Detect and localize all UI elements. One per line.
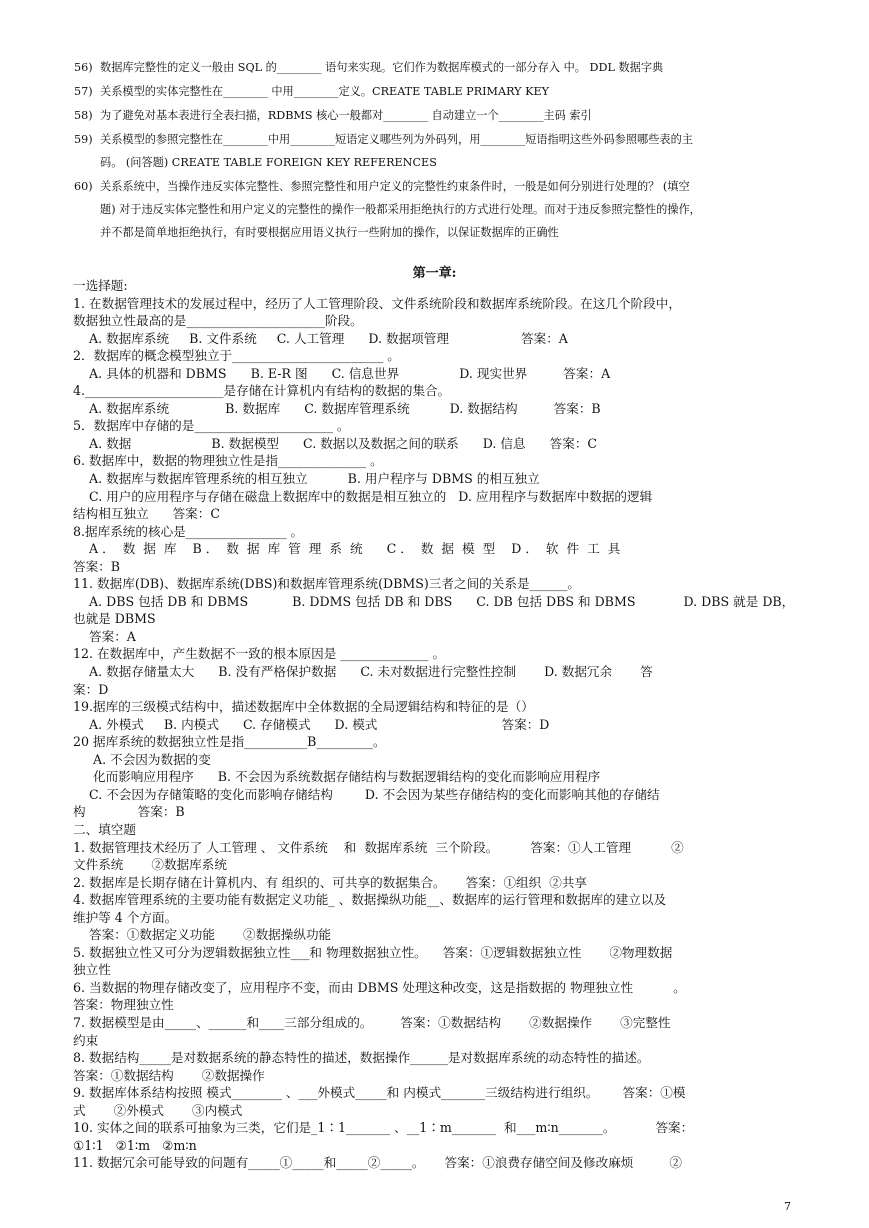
- body-line: 文件系统 ②数据库系统: [73, 857, 227, 873]
- body-line: A. 数据库系统 B. 文件系统 C. 人工管理 D. 数据项管理 答案：A: [73, 330, 568, 346]
- body-line: 答案：①数据结构 ②数据操作: [73, 1067, 265, 1083]
- body-line: 维护等 4 个方面。: [73, 909, 178, 925]
- body-line: 2. 数据库是长期存储在计算机内、有 组织的、可共享的数据集合。 答案：①组织 ②共享: [73, 874, 588, 890]
- body-line: 8.据库系统的核心是________________ 。: [73, 523, 304, 539]
- question-text: 关系模型的参照完整性在________中用________短语定义哪些列为外码列，用________短语指明这些外码参照哪些表的主: [100, 133, 693, 146]
- question-56: [74, 60, 794, 76]
- question-number: 57): [74, 85, 93, 98]
- question-text: 并不都是简单地拒绝执行，有时要根据应用语义执行一些附加的操作，以保证数据库的正确性: [100, 226, 559, 239]
- chapter-title: 第一章:: [412, 266, 457, 281]
- question-58: [74, 108, 794, 124]
- top-question-list: [74, 60, 794, 241]
- question-text: 题) 对于违反实体完整性和用户定义的完整性的操作一般都采用拒绝执行的方式进行处理。而对于违反参照完整性的操作，: [100, 203, 701, 216]
- body-line: 答案：B: [73, 558, 121, 574]
- body-line: 一选择题:: [73, 278, 128, 293]
- body-line: 1. 数据管理技术经历了 人工管理 、 文件系统 和 数据库系统 三个阶段。 答案：①人工管理 ②: [73, 839, 684, 855]
- body-line: 4.______________________是存储在计算机内有结构的数据的集合。: [73, 383, 451, 399]
- body-line: 构 答案：B: [73, 804, 185, 820]
- body-line: 12. 在数据库中，产生数据不一致的根本原因是 ______________ 。: [73, 646, 446, 662]
- body-line: 6. 数据库中，数据的物理独立性是指______________ 。: [73, 453, 383, 469]
- body-line: 化而影响应用程序 B. 不会因为系统数据存储结构与数据逻辑结构的变化而影响应用程序: [73, 769, 601, 785]
- question-number: 59): [74, 133, 93, 146]
- page-number: 7: [784, 1200, 791, 1213]
- body-line: A. 数据库系统 B. 数据库 C. 数据库管理系统 D. 数据结构 答案：B: [73, 400, 601, 416]
- chapter-body: [73, 277, 795, 1172]
- body-line: A. 数据存储量太大 B. 没有严格保护数据 C. 未对数据进行完整性控制 D. 数据冗余 答: [73, 664, 653, 680]
- body-line: A. 不会因为数据的变: [73, 751, 211, 767]
- question-57: [74, 84, 794, 100]
- question-59: [74, 132, 794, 171]
- body-line: 7. 数据模型是由_____、______和____三部分组成的。 答案：①数据结构 ②数据操作 ③完整性: [73, 1014, 671, 1030]
- body-line: 式 ②外模式 ③内模式: [73, 1102, 243, 1118]
- body-line: 也就是 DBMS: [73, 611, 156, 627]
- body-line: 6. 当数据的物理存储改变了，应用程序不变，而由 DBMS 处理这种改变，这是指数据的 物理独立性 。: [73, 979, 686, 995]
- body-line: 答案：物理独立性: [73, 997, 174, 1013]
- question-text: 为了避免对基本表进行全表扫描，RDBMS 核心一般都对________ 自动建立一个________主码 索引: [100, 109, 592, 122]
- body-line: 二、填空题: [73, 821, 136, 837]
- question-text: 关系模型的实体完整性在________ 中用________定义。CREATE TABLE PRIMARY KEY: [100, 85, 549, 98]
- question-number: 56): [74, 61, 93, 74]
- body-line: 4. 数据库管理系统的主要功能有数据定义功能_ 、数据操纵功能__、数据库的运行管理和数据库的建立以及: [73, 892, 667, 908]
- body-line: 20 据库系统的数据独立性是指__________B_________。: [73, 734, 386, 750]
- body-line: 案：D: [73, 681, 109, 697]
- question-text: 关系系统中，当操作违反实体完整性、参照完整性和用户定义的完整性约束条件时，一般是如何分别进行处理的？ (填空: [100, 180, 690, 193]
- body-line: C. 用户的应用程序与存储在磁盘上数据库中的数据是相互独立的 D. 应用程序与数据库中数据的逻辑: [73, 488, 653, 504]
- body-line: ①1∶1 ②1∶m ②m∶n: [73, 1137, 197, 1153]
- body-line: 结构相互独立 答案：C: [73, 506, 220, 522]
- body-line: 10. 实体之间的联系可抽象为三类，它们是_1∶1_______ 、__1∶m_______ 和___m∶n_______。 答案：: [73, 1120, 694, 1136]
- body-line: A. DBS 包括 DB 和 DBMS B. DDMS 包括 DB 和 DBS C. DB 包括 DBS 和 DBMS D. DBS 就是 DB，: [73, 593, 795, 609]
- body-line: C. 不会因为存储策略的变化而影响存储结构 D. 不会因为某些存储结构的变化而影响其他的存储结: [73, 786, 660, 802]
- body-line: 5. 数据独立性又可分为逻辑数据独立性___和 物理数据独立性。 答案：①逻辑数据独立性 ②物理数据: [73, 944, 673, 960]
- body-line: 约束: [73, 1032, 99, 1048]
- question-text: 数据库完整性的定义一般由 SQL 的________ 语句来实现。它们作为数据库模式的一部分存入 中。 DDL 数据字典: [100, 61, 664, 74]
- question-number: 60): [74, 180, 93, 193]
- body-line: A. 外模式 B. 内模式 C. 存储模式 D. 模式 答案：D: [73, 716, 550, 732]
- body-line: 答案：A: [73, 628, 136, 644]
- question-text: 码。 (问答题) CREATE TABLE FOREIGN KEY REFERENCES: [100, 156, 437, 169]
- body-line: 19.据库的三级模式结构中，描述数据库中全体数据的全局逻辑结构和特征的是（）: [73, 699, 534, 715]
- body-line: 8. 数据结构_____是对数据系统的静态特性的描述，数据操作______是对数据库系统的动态特性的描述。: [73, 1050, 650, 1066]
- body-line: 数据独立性最高的是______________________阶段。: [73, 313, 363, 329]
- body-line: A. 具体的机器和 DBMS B. E-R 图 C. 信息世界 D. 现实世界 答案：A: [73, 365, 611, 381]
- body-line: A. 数据库与数据库管理系统的相互独立 B. 用户程序与 DBMS 的相互独立: [73, 471, 540, 487]
- body-line: 2．数据库的概念模型独立于________________________ 。: [73, 348, 400, 364]
- question-number: 58): [74, 109, 93, 122]
- body-line: 5．数据库中存储的是______________________ 。: [73, 418, 350, 434]
- body-line: 答案：①数据定义功能 ②数据操纵功能: [73, 927, 332, 943]
- body-line: 独立性: [73, 962, 111, 978]
- body-line: 9. 数据库体系结构按照 模式________ 、___外模式_____和 内模式_______三级结构进行组织。 答案：①模: [73, 1085, 686, 1101]
- body-line: 1. 在数据管理技术的发展过程中，经历了人工管理阶段、文件系统阶段和数据库系统阶段。在这几个阶段中，: [73, 295, 681, 311]
- body-line: A ． 数 据 库 B ． 数 据 库 管 理 系 统 C ． 数 据 模 型 D ． 软 件 工 具: [73, 541, 621, 557]
- body-line: 11. 数据库(DB)、数据库系统(DBS)和数据库管理系统(DBMS)三者之间的关系是______。: [73, 576, 580, 592]
- body-line: 11. 数据冗余可能导致的问题有_____①_____和_____②_____。 答案：①浪费存储空间及修改麻烦 ②: [73, 1155, 683, 1171]
- question-60: [74, 179, 794, 241]
- body-line: A. 数据 B. 数据模型 C. 数据以及数据之间的联系 D. 信息 答案：C: [73, 435, 598, 451]
